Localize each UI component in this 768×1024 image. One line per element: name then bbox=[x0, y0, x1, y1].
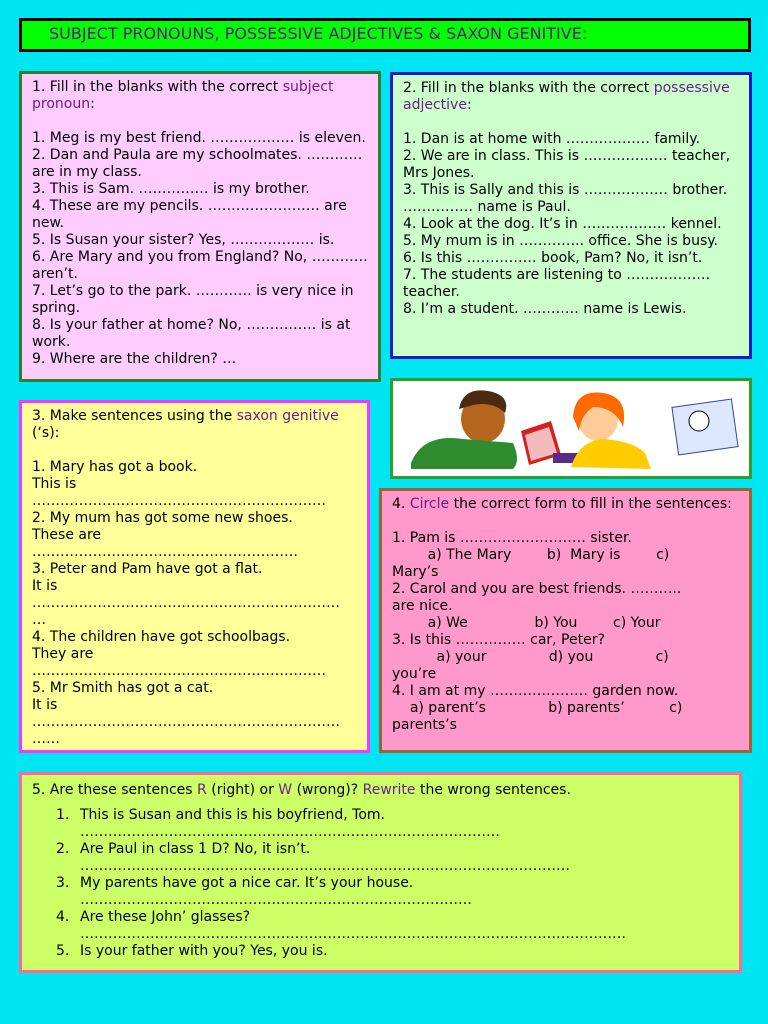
sentence-start: They are bbox=[32, 646, 94, 662]
question: 2. Carol and you are best friends. ……….. bbox=[392, 581, 682, 597]
sentence[interactable]: 7. The students are listening to ……………… teacher. bbox=[403, 267, 715, 300]
sentence[interactable]: 5. My mum is in ………….. office. She is busy. bbox=[403, 233, 718, 249]
answer-line[interactable]: ……………………………………………………………………………… bbox=[80, 824, 500, 840]
sentence[interactable]: 3. This is Sally and this is ……………… brother. …………… name is Paul. bbox=[403, 182, 732, 215]
sentence[interactable]: 1. Meg is my best friend. ……………… is eleven. bbox=[32, 130, 366, 146]
exercise-2-instructions: 2. Fill in the blanks with the correct possessive adjective: bbox=[403, 80, 730, 113]
sentence[interactable]: 8. I’m a student. ………… name is Lewis. bbox=[403, 301, 687, 317]
highlight-rewrite: Rewrite bbox=[362, 782, 416, 798]
sentence-start: It is bbox=[32, 578, 58, 594]
question: 3. Is this …………… car, Peter? bbox=[392, 632, 605, 648]
sentence: 5. Mr Smith has got a cat. bbox=[32, 680, 214, 696]
sentence[interactable]: 4. Look at the dog. It’s in ……………… kennel. bbox=[403, 216, 722, 232]
exercise-3-instructions: 3. Make sentences using the saxon genitive (‘s): bbox=[32, 408, 339, 441]
exercise-1-sentences bbox=[32, 130, 373, 368]
options[interactable]: a) We b) You c) Your bbox=[392, 615, 661, 631]
sentence-start: It is bbox=[32, 697, 58, 713]
sentence[interactable]: 6. Are Mary and you from England? No, ………… aren’t. bbox=[32, 249, 373, 282]
sentence[interactable]: 8. Is your father at home? No, …………… is at work. bbox=[32, 317, 355, 350]
exercise-3-sentences bbox=[32, 459, 357, 748]
sentence: This is Susan and this is his boyfriend, Tom. bbox=[80, 807, 385, 823]
highlight-circle: Circle bbox=[409, 496, 450, 512]
answer-line[interactable]: ………………………………………………………… bbox=[32, 595, 340, 611]
sentence[interactable]: 4. These are my pencils. …………………… are new. bbox=[32, 198, 352, 231]
answer-line[interactable]: ……………………………………………………………………………………………………… bbox=[80, 926, 626, 942]
students-reading-illustration bbox=[390, 378, 752, 479]
sentence-start: These are bbox=[32, 527, 102, 543]
sentence[interactable]: 9. Where are the children? … bbox=[32, 351, 237, 367]
sentence[interactable]: 6. Is this …………… book, Pam? No, it isn’t. bbox=[403, 250, 703, 266]
sentence: 3. Peter and Pam have got a flat. bbox=[32, 561, 263, 577]
highlight-saxon-genitive: saxon genitive bbox=[236, 408, 339, 424]
answer-line[interactable]: … bbox=[32, 612, 46, 628]
answer-line[interactable]: ……………………………………………………… bbox=[32, 663, 326, 679]
boy-shirt bbox=[411, 438, 517, 469]
sentence[interactable]: 7. Let’s go to the park. ………… is very nice in spring. bbox=[32, 283, 358, 316]
answer-line[interactable]: …… bbox=[32, 731, 60, 747]
exercise-2-possessive-adjectives bbox=[390, 72, 752, 359]
exercise-2-sentences bbox=[403, 131, 739, 318]
sentence[interactable]: 1. Dan is at home with ……………… family. bbox=[403, 131, 701, 147]
options[interactable]: you’re bbox=[392, 666, 437, 682]
sentence: My parents have got a nice car. It’s your house. bbox=[80, 875, 414, 891]
list-item: 4. Are these John’ glasses? ……………………………………………………………………………………………………… bbox=[80, 909, 739, 943]
options[interactable]: a) parent’s b) parents’ c) bbox=[392, 700, 683, 716]
girl-shirt bbox=[571, 439, 651, 469]
exercise-5-right-or-wrong bbox=[19, 772, 742, 973]
list-item: 5. Is your father with you? Yes, you is. bbox=[56, 943, 328, 959]
answer-line[interactable]: ………………………………………………………………………… bbox=[80, 892, 472, 908]
sentence: Are these John’ glasses? bbox=[80, 909, 251, 925]
exercise-1-subject-pronouns bbox=[19, 71, 381, 382]
answer-line[interactable]: ………………………………………………………… bbox=[32, 714, 340, 730]
sentence[interactable]: 2. Dan and Paula are my schoolmates. ………… are in my class. bbox=[32, 147, 367, 180]
exercise-4-questions bbox=[392, 530, 739, 734]
worksheet-title: SUBJECT PRONOUNS, POSSESSIVE ADJECTIVES & SAXON GENITIVE: bbox=[19, 18, 751, 52]
highlight-subject-pronoun: subject pronoun bbox=[32, 79, 334, 112]
highlight-possessive-adjective: possessive adjective bbox=[403, 80, 730, 113]
question: 4. I am at my ………………… garden now. bbox=[392, 683, 679, 699]
exercise-5-instructions: 5. Are these sentences R (right) or W (wrong)? Rewrite the wrong sentences. bbox=[32, 782, 571, 798]
exercise-4-circle-correct-form bbox=[379, 488, 752, 753]
question: 1. Pam is ……………………… sister. bbox=[392, 530, 632, 546]
list-item: 3. My parents have got a nice car. It’s your house. ………………………………………………………………………… bbox=[80, 875, 739, 909]
illustration-svg bbox=[393, 381, 749, 476]
sentence[interactable]: 2. We are in class. This is ……………… teacher, Mrs Jones. bbox=[403, 148, 735, 181]
exercise-3-saxon-genitive bbox=[19, 400, 370, 753]
answer-line[interactable]: …………………………………………………………………………………………… bbox=[80, 858, 570, 874]
exercise-1-instructions: 1. Fill in the blanks with the correct subject pronoun: bbox=[32, 79, 334, 112]
options[interactable]: parents’s bbox=[392, 717, 457, 733]
sentence-start: This is bbox=[32, 476, 77, 492]
exercise-5-list bbox=[56, 807, 739, 960]
sentence: Are Paul in class 1 D? No, it isn’t. bbox=[80, 841, 311, 857]
question: are nice. bbox=[392, 598, 453, 614]
sentence: Is your father with you? Yes, you is. bbox=[80, 943, 328, 959]
sentence: 1. Mary has got a book. bbox=[32, 459, 198, 475]
list-item: 2. Are Paul in class 1 D? No, it isn’t. …………………………………………………………………………………………… bbox=[80, 841, 739, 875]
sentence[interactable]: 5. Is Susan your sister? Yes, ……………… is. bbox=[32, 232, 335, 248]
sentence: 2. My mum has got some new shoes. bbox=[32, 510, 293, 526]
list-item: 1. This is Susan and this is his boyfriend, Tom. ……………………………………………………………………………… bbox=[80, 807, 739, 841]
highlight-r: R bbox=[197, 782, 207, 798]
answer-line[interactable]: ………………………………………………… bbox=[32, 544, 298, 560]
options[interactable]: Mary’s bbox=[392, 564, 439, 580]
sentence: 4. The children have got schoolbags. bbox=[32, 629, 291, 645]
exercise-4-instructions: 4. Circle the correct form to fill in the sentences: bbox=[392, 496, 732, 512]
options[interactable]: a) your d) you c) bbox=[392, 649, 669, 665]
highlight-w: W bbox=[278, 782, 293, 798]
sentence[interactable]: 3. This is Sam. …………… is my brother. bbox=[32, 181, 310, 197]
answer-line[interactable]: ……………………………………………………… bbox=[32, 493, 326, 509]
options[interactable]: a) The Mary b) Mary is c) bbox=[392, 547, 670, 563]
